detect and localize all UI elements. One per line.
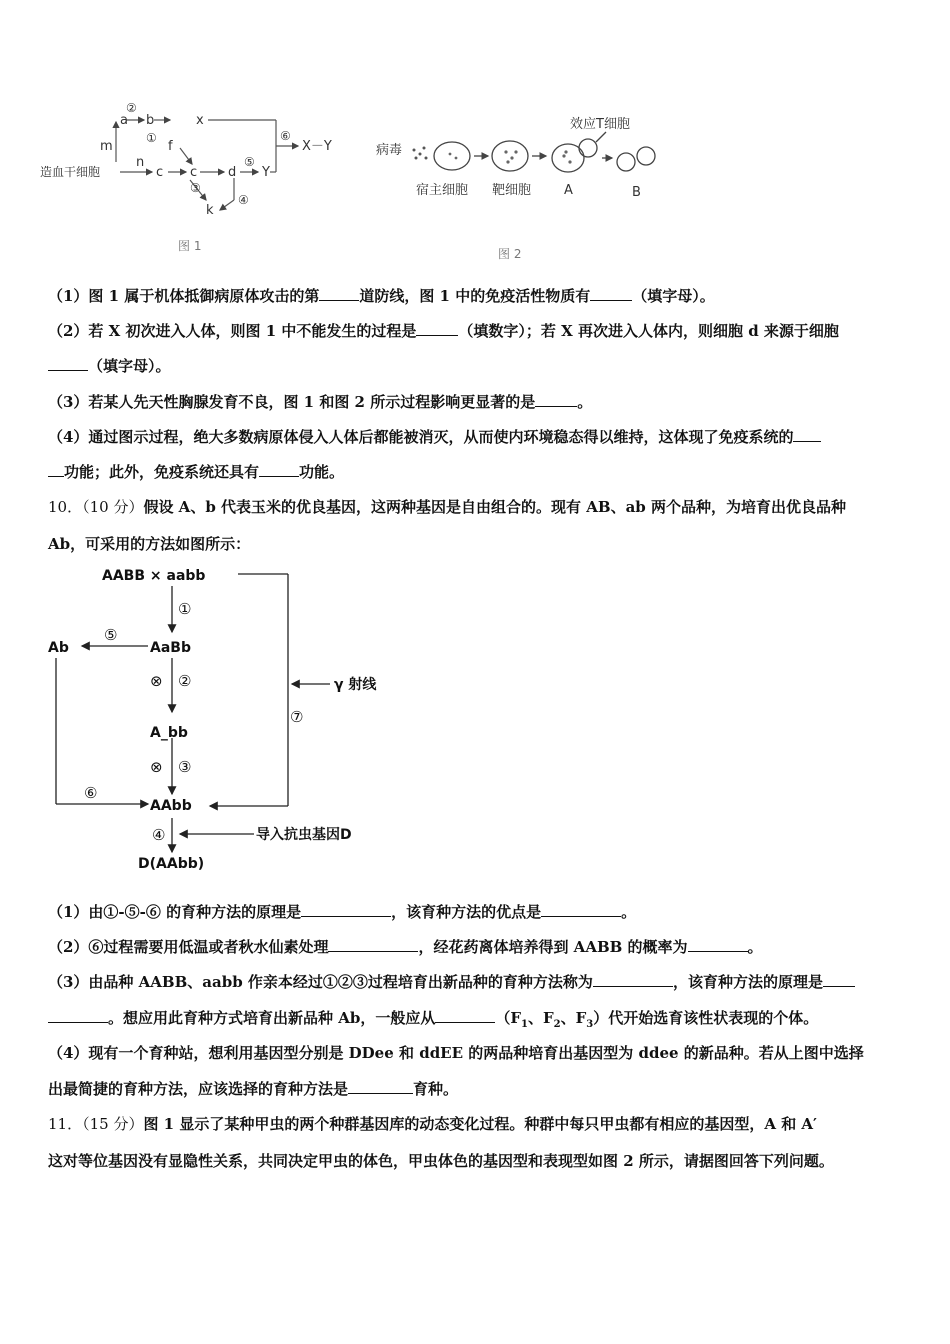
q9-part-4: （4）通过图示过程，绝大多数病原体侵入人体后都能被消灭，从而使内环境稳态得以维持，这体现了免疫系统的 (48, 427, 908, 447)
virus-label: 病毒 (376, 143, 403, 158)
final-genotype: D(AAbb) (138, 856, 205, 872)
letter-d: d (228, 165, 237, 180)
answer-blank[interactable] (688, 937, 748, 952)
step-4-mark: ④ (152, 826, 166, 844)
haploid-ab: Ab (48, 640, 69, 656)
q11-line-2: 这对等位基因没有显隐性关系，共同决定甲虫的体色，甲虫体色的基因型和表现型如图 2 所示，请据图回答下列问题。 (48, 1152, 834, 1170)
target-cell-label: 靶细胞 (492, 183, 532, 198)
q9-part-4-cont: 功能；此外，免疫系统还具有 功能。 (48, 462, 908, 482)
q10-part-2: （2）⑥过程需要用低温或者秋水仙素处理 ，经花药离体培养得到 AABB 的概率为 。 (48, 938, 763, 956)
answer-blank[interactable] (416, 321, 458, 336)
answer-blank[interactable] (593, 972, 673, 987)
letter-n: n (136, 155, 145, 170)
cell-b-fragment-2 (637, 147, 655, 165)
step-7-mark: ⑦ (290, 708, 304, 726)
cell-a-label: A (564, 183, 573, 198)
letter-f: f (168, 139, 173, 154)
q9-part-3: （3）若某人先天性胸腺发育不良，图 1 和图 2 所示过程影响更显著的是 。 (48, 393, 593, 411)
cell-b-label: B (632, 185, 641, 200)
answer-blank[interactable] (319, 286, 359, 301)
f1-genotype: AaBb (150, 640, 191, 656)
self-cross-mark: ⊗ (150, 672, 163, 690)
answer-blank[interactable] (435, 1008, 495, 1023)
effector-t-cell-shape (579, 139, 597, 157)
step-5-mark: ⑤ (244, 155, 255, 169)
letter-a: a (120, 113, 128, 128)
cell-b-fragment-1 (617, 153, 635, 171)
q10-part-3: （3）由品种 AABB、aabb 作亲本经过①②③过程培育出新品种的育种方法称为 ，该育种方法的原理是 (48, 972, 908, 992)
answer-blank[interactable] (535, 392, 577, 407)
q10-intro: 10．（10 分）假设 A、b 代表玉米的优良基因，这两种基因是自由组合的。现有 AB、ab 两个品种，为培育出优良品种 (48, 498, 846, 516)
letter-y: Y (262, 165, 270, 180)
q11-line-1: 11．（15 分）图 1 显示了某种甲虫的两个种群基因库的动态变化过程。种群中每只甲虫都有相应的基因型，A 和 A′ (48, 1115, 818, 1133)
answer-blank[interactable] (348, 1079, 413, 1094)
letter-m: m (100, 139, 113, 154)
q10-intro-cont: Ab，可采用的方法如图所示： (48, 535, 251, 553)
insect-gene-label: 导入抗虫基因D (256, 827, 352, 843)
figure-2-caption: 图 2 (498, 247, 522, 261)
result-label: X－Y (302, 139, 332, 154)
breeding-diagram (44, 562, 404, 882)
answer-blank[interactable] (48, 1008, 108, 1023)
answer-blank[interactable] (823, 972, 855, 987)
gamma-ray-label: γ 射线 (334, 677, 377, 693)
step-3-mark: ③ (190, 181, 201, 195)
f2-genotype: A_bb (150, 725, 188, 741)
virus-infection-diagram (370, 112, 690, 262)
parents-cross: AABB × aabb (102, 568, 206, 584)
q10-part-4: （4）现有一个育种站，想利用基因型分别是 DDee 和 ddEE 的两品种培育出基因型为 ddee 的新品种。若从上图中选择 (48, 1044, 864, 1062)
step-6-mark: ⑥ (84, 784, 98, 802)
q9-part-2: （2）若 X 初次进入人体，则图 1 中不能发生的过程是 （填数字）；若 X 再次进入人体内，则细胞 d 来源于细胞 (48, 322, 839, 340)
q10-part-1: （1）由①-⑤-⑥ 的育种方法的原理是 ，该育种方法的优点是 。 (48, 903, 637, 921)
self-cross-mark: ⊗ (150, 758, 163, 776)
answer-blank[interactable] (48, 356, 88, 371)
step-2-mark: ② (178, 672, 192, 690)
step-4-mark: ④ (238, 193, 249, 207)
step-2-mark: ② (126, 101, 137, 115)
breeding-flowchart (44, 562, 404, 882)
host-cell-shape (434, 142, 470, 170)
effector-t-cell-label: 效应T细胞 (570, 117, 630, 132)
target-cell-shape (492, 141, 528, 171)
figure-1 (40, 100, 360, 270)
step-5-mark: ⑤ (104, 626, 118, 644)
host-cell-label: 宿主细胞 (416, 183, 469, 198)
figure-2 (370, 112, 690, 262)
q9-part-2-cont: （填字母）。 (48, 356, 908, 376)
answer-blank[interactable] (541, 902, 621, 917)
answer-blank[interactable] (301, 902, 391, 917)
answer-blank[interactable] (793, 427, 821, 442)
step-3-mark: ③ (178, 758, 192, 776)
virus-particles (413, 147, 428, 160)
q10-part-4-cont: 出最简捷的育种方法，应该选择的育种方法是 育种。 (48, 1080, 459, 1098)
q9-part-1: （1）图 1 属于机体抵御病原体攻击的第 道防线，图 1 中的免疫活性物质有 （填字母）。 (48, 287, 715, 305)
step-6-mark: ⑥ (280, 129, 291, 143)
letter-c1: c (156, 165, 164, 180)
letter-b: b (146, 113, 155, 128)
answer-blank[interactable] (590, 286, 632, 301)
pure-genotype: AAbb (150, 798, 192, 814)
step-1-mark: ① (146, 131, 157, 145)
q10-part-3-cont: 。想应用此育种方式培育出新品种 Ab，一般应从 （$F_1$、$F_2$、$F_3$）代开始选育该性状表现的个体。 (48, 1008, 908, 1035)
answer-blank[interactable] (328, 937, 418, 952)
input-cell-label: 造血干细胞 (40, 165, 101, 179)
figure-1-caption: 图 1 (178, 239, 202, 253)
answer-blank[interactable] (48, 462, 64, 477)
step-1-mark: ① (178, 600, 192, 618)
letter-c2: c (190, 165, 198, 180)
letter-k: k (206, 203, 214, 218)
letter-x: x (196, 113, 204, 128)
answer-blank[interactable] (259, 462, 299, 477)
immune-process-diagram (40, 100, 360, 270)
